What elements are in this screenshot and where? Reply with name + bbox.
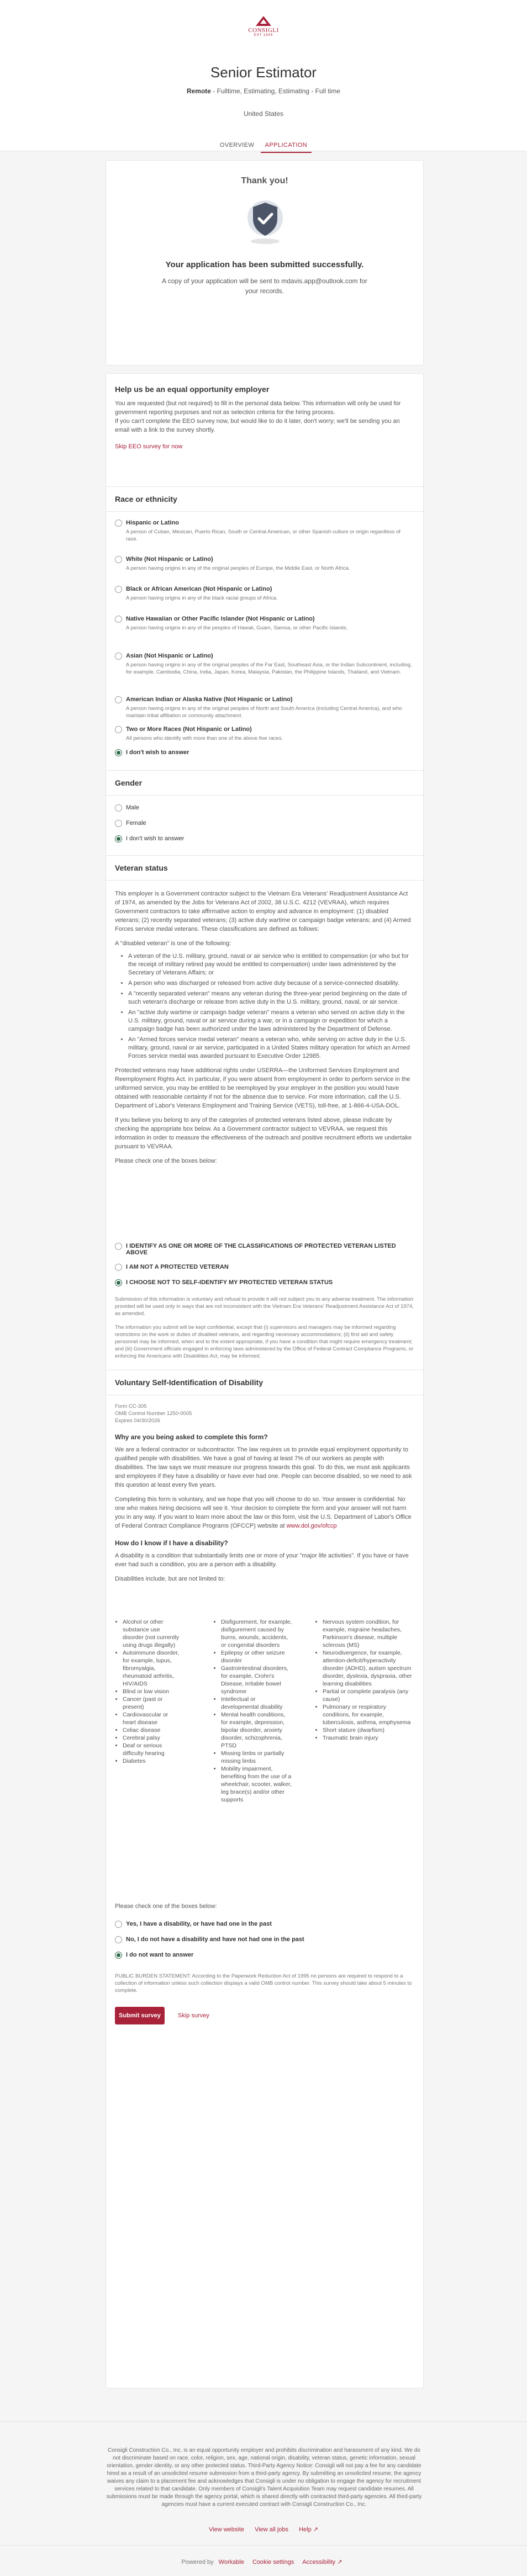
confirmation-card xyxy=(106,160,424,365)
eeo-intro-text: You are requested (but not required) to fill in the personal data below. This information will only be used for government reporting purposes and not as selection criteria for the hiring process. xyxy=(115,400,401,416)
list-item: • Diabetes xyxy=(123,1757,181,1765)
powered-by xyxy=(0,2558,527,2566)
question-how: How do I know if I have a disability? xyxy=(115,1539,228,1547)
radio-selected-icon[interactable] xyxy=(115,1952,122,1959)
radio-selected-icon[interactable] xyxy=(115,1279,122,1286)
list-item: • Blind or low vision xyxy=(123,1688,181,1695)
eeo-intro xyxy=(106,385,423,451)
skip-eeo-link[interactable]: Skip EEO survey for now xyxy=(115,443,183,450)
job-meta xyxy=(0,87,527,95)
thanks-title: Thank you! xyxy=(241,176,288,185)
copy-notice: A copy of your application will be sent to mdavis.app@outlook.com for your records. xyxy=(162,277,367,295)
veteran-section xyxy=(106,855,423,1165)
radio-selected-icon[interactable] xyxy=(115,749,122,756)
company-logo[interactable] xyxy=(247,16,280,37)
list-item: • Mental health conditions, for example, depression, bipolar disorder, anxiety disorder, schizophrenia, PTSD xyxy=(221,1711,293,1750)
omb-number: OMB Control Number 1250-0005 xyxy=(115,1411,192,1417)
race-title: Race or ethnicity xyxy=(115,495,177,503)
logo-name: CONSIGLI xyxy=(248,27,279,34)
radio-selected-icon[interactable] xyxy=(115,835,122,842)
eeo-intro-text-2: If you can't complete the EEO survey now, but would like to do it later, don't worry; we'll be sending you an email with a link to the survey shortly. xyxy=(115,418,400,433)
footer-disclaimer: Consigli Construction Co., Inc. is an equal opportunity employer and prohibits discrimination and harassment of any kind. We do not discriminate based on race, color, religion, sex, age, national origin, disability, veteran status, genetic information, sexual orientation, gender identity, or any other protected status. Third-Party Agency Notice: Consigli will not pay a fee for any candidate hired as a result of an unsolicited resume submission from a third-party agency. By submitting an unsolicited resume, the agency waives any claim to a placement fee and acknowledges that Consigli is under no obligation to engage the agency for recruitment services related to that candidate. Only members of Consigli's Talent Acquisition Team may request candidate resumes. All submissions must be made through the agency portal, which is shared directly with contracted third-party agencies. All third-party agencies must have a current executed contract with Consigli Construction Co., Inc. xyxy=(106,2447,422,2508)
disability-check-prompt: Please check one of the boxes below: xyxy=(115,1903,217,1910)
list-item: • An "active duty wartime or campaign badge veteran" means a veteran who served on active duty in the U.S. military, ground, naval or air service during a war, or in a campaign or expedition for which a campaign badge has been authorized under the laws administered by the Department of Defense. xyxy=(128,1009,414,1033)
list-item: • Missing limbs or partially missing limbs xyxy=(221,1750,293,1765)
radio-icon[interactable] xyxy=(115,556,122,563)
form-number: Form CC-305 xyxy=(115,1403,147,1409)
public-burden: PUBLIC BURDEN STATEMENT: According to the Paperwork Reduction Act of 1995 no persons are required to respond to a collection of information unless such collection displays a valid OMB control number. This survey should take about 5 minutes to complete. xyxy=(115,1973,412,1994)
veteran-p1: This employer is a Government contractor subject to the Vietnam Era Veterans' Readjustment Assistance Act of 1974, as amended by the Jobs for Veterans Act of 2002, 38 U.S.C. 4212 (VEVRAA), which requires Government contractors to take affirmative action to employ and advance in employment: (1) disabled veterans; (2) recently separated veterans; (3) active duty wartime or campaign badge veterans; and (4) Armed Forces service medal veterans. These classifications are defined as follows: xyxy=(115,891,411,932)
disability-column-3 xyxy=(315,1618,413,1742)
skip-survey-link[interactable]: Skip survey xyxy=(178,2012,209,2019)
answer-why-2: Completing this form is voluntary, and we hope that you will choose to do so. Your answer is confidential. No one who makes hiring decisions will see it. Your decision to complete the form and your answer will not harm you in any way. If you want to learn more about the law or this form, visit the U.S. Department of Labor's Office of Federal Contract Compliance Programs (OFCCP) website at www.dol.gov/ofccp xyxy=(115,1496,412,1529)
accessibility-link[interactable]: Accessibility ↗ xyxy=(302,2559,342,2566)
radio-icon[interactable] xyxy=(115,726,122,733)
radio-icon[interactable] xyxy=(115,1264,122,1271)
success-message: Your application has been submitted successfully. xyxy=(165,260,364,269)
list-item: • Traumatic brain injury xyxy=(323,1734,413,1742)
disabilities-intro: Disabilities include, but are not limited to: xyxy=(115,1576,225,1582)
job-meta-text: - Fulltime, Estimating, Estimating - Full time xyxy=(210,87,341,95)
list-item: • Partial or complete paralysis (any cause) xyxy=(323,1688,413,1703)
list-item: • Neurodivergence, for example, attention-deficit/hyperactivity disorder (ADHD), autism spectrum disorder, dyslexia, dyspraxia, other learning disabilities xyxy=(323,1649,413,1688)
list-item: • Intellectual or developmental disability xyxy=(221,1695,293,1711)
cookie-settings-link[interactable]: Cookie settings xyxy=(252,2559,294,2566)
veteran-p4: If you believe you belong to any of the categories of protected veterans listed above, please indicate by checking the appropriate box below. As a Government contractor subject to VEVRAA, we request this information in order to measure the effectiveness of the outreach and positive recruitment efforts we undertake pursuant to VEVRAA. xyxy=(115,1117,412,1150)
gender-title: Gender xyxy=(115,778,143,787)
help-link[interactable]: Help ↗ xyxy=(299,2526,318,2533)
veteran-notes xyxy=(106,1296,423,1360)
tab-bar xyxy=(0,140,527,153)
answer-why: We are a federal contractor or subcontractor. The law requires us to provide equal employment opportunity to qualified people with disabilities. We have a goal of having at least 7% of our workers as people with disabilities. The law says we must measure our progress towards this goal. To do this, we must ask applicants and employees if they have a disability or have ever had one. People can become disabled, so we need to ask this question at least every five years. xyxy=(115,1446,412,1488)
footer-divider xyxy=(0,2421,527,2422)
logo-sub: EST 1905 xyxy=(254,34,273,37)
list-item: • Cancer (past or present) xyxy=(123,1695,181,1711)
veteran-note-2: The information you submit will be kept confidential, except that (i) supervisors and managers may be informed regarding restrictions on the work or duties of disabled veterans, and regarding necessary accommodations; (ii) first aid and safety personnel may be informed, when and to the extent appropriate, if you have a condition that might require emergency treatment; and (iii) Government officials engaged in enforcing laws administered by the Office of Federal Contract Compliance Programs, or enforcing the Americans with Disabilities Act, may be informed. xyxy=(115,1324,414,1359)
view-all-jobs-link[interactable]: View all jobs xyxy=(255,2526,289,2533)
disability-section xyxy=(106,1370,423,1583)
veteran-title: Veteran status xyxy=(115,863,168,872)
radio-icon[interactable] xyxy=(115,586,122,593)
tab-overview[interactable]: OVERVIEW xyxy=(219,142,255,149)
veteran-p5: Please check one of the boxes below: xyxy=(115,1158,217,1164)
list-item: • Epilepsy or other seizure disorder xyxy=(221,1649,293,1665)
veteran-definitions xyxy=(106,952,423,1061)
radio-icon[interactable] xyxy=(115,1921,122,1928)
question-why: Why are you being asked to complete this form? xyxy=(115,1433,268,1441)
job-header xyxy=(0,0,527,151)
radio-icon[interactable] xyxy=(115,653,122,660)
answer-how: A disability is a condition that substantially limits one or more of your "major life activities". If you have or have ever had such a condition, you are a person with a disability. xyxy=(115,1552,409,1568)
job-title: Senior Estimator xyxy=(210,64,317,81)
radio-icon[interactable] xyxy=(115,804,122,812)
tab-application[interactable]: APPLICATION xyxy=(261,142,312,153)
list-item: • A "recently separated veteran" means any veteran during the three-year period beginning on the date of such veteran's discharge or release from active duty in the U.S. military, ground, naval, or air service. xyxy=(128,990,414,1006)
view-website-link[interactable]: View website xyxy=(209,2526,244,2533)
race-section xyxy=(106,486,423,512)
disability-column-2 xyxy=(213,1618,293,1804)
radio-icon[interactable] xyxy=(115,520,122,527)
list-item: • Gastrointestinal disorders, for example, Crohn's Disease, irritable bowel syndrome xyxy=(221,1665,293,1695)
workable-link[interactable]: Workable xyxy=(218,2559,244,2566)
disability-column-1 xyxy=(115,1618,181,1765)
footer-links xyxy=(0,2526,527,2533)
radio-icon[interactable] xyxy=(115,616,122,623)
powered-prefix: Powered by xyxy=(181,2559,214,2566)
list-item: • An "Armed forces service medal veteran" means a veteran who, while serving on active duty in the U.S. military, ground, naval or air service, participated in a United States military operation for which an Armed Forces service medal was awarded pursuant to Executive Order 12985. xyxy=(128,1036,414,1061)
list-item: • Deaf or serious difficulty hearing xyxy=(123,1742,181,1757)
radio-icon[interactable] xyxy=(115,820,122,827)
list-item: • Celiac disease xyxy=(123,1726,181,1734)
logo-mark-icon xyxy=(256,16,271,26)
expiration-date: Expires 04/30/2026 xyxy=(115,1418,160,1424)
radio-icon[interactable] xyxy=(115,1243,122,1250)
list-item: • Cerebral palsy xyxy=(123,1734,181,1742)
list-item: • Pulmonary or respiratory conditions, for example, tuberculosis, asthma, emphysema xyxy=(323,1703,413,1726)
veteran-p2: A "disabled veteran" is one of the following: xyxy=(115,940,231,947)
list-item: • Alcohol or other substance use disorder (not currently using drugs illegally) xyxy=(123,1618,181,1649)
success-check-icon xyxy=(243,196,287,246)
job-location: United States xyxy=(243,110,284,118)
list-item: • Autoimmune disorder, for example, lupus, fibromyalgia, rheumatoid arthritis, HIV/AIDS xyxy=(123,1649,181,1688)
veteran-note-1: Submission of this information is voluntary and refusal to provide it will not subject you to any adverse treatment. The information provided will be used only in ways that are not inconsistent with the Vietnam Era Veterans' Readjustment Assistance Act of 1974, as amended. xyxy=(115,1296,414,1317)
list-item: • Nervous system condition, for example, migraine headaches, Parkinson's disease, multiple sclerosis (MS) xyxy=(323,1618,413,1649)
footer-divider-2 xyxy=(0,2545,527,2546)
radio-icon[interactable] xyxy=(115,696,122,703)
list-item: • Cardiovascular or heart disease xyxy=(123,1711,181,1726)
eeo-survey-card: Help us be an equal opportunity employer You are requested (but not required) to fill in the personal data below. This information will only be used for government reporting purposes and not as selection criteria for the hiring process. If you can't complete the EEO survey now, but would like to do it later, don't worry; we'll be sending you an email with a link to the survey shortly. Skip EEO survey for now Race or ethnicity Hispanic or Latino A person of Cuban, Mexican, Puerto Rican, South or Central American, or other Spanish culture or origin regardless of race. White (Not Hispanic or Latino) A person having origins in any of the original peoples of Europe, the Middle East, or North Africa. Black or African American (Not Hispanic or Latino) A person having origins in any of the black racial groups of Africa. Native Hawaiian or Other Pacific Islander (Not Hispanic or Latino) A person having origins in any of the peoples of Hawaii, Guam, Samoa, or other Pacific Islands. Asian (Not Hispanic or Latino) A person having origins in any of the original peoples of the Far East, Southeast Asia, or the Indian Subcontinent, including, for example, Cambodia, China, India, Japan, Korea, Malaysia, Pakistan, the Philippine Islands, Thailand, and Vietnam. American Indian or Alaska Native (Not Hispanic or Latino) A person having origins in any of the original peoples of North and South America (including Central America), and who maintain tribal affiliation or community attachment. Two or More Races (Not Hispanic or Latino) All persons who identify with more than one of the above five races. I don't wish to answer Gender Male Female I don't wish to answer Veteran status This employer is a Government contractor subject to the Vietnam Era Veterans' Readjustment Assistance Act of 1974, as amended by the Jobs for Veterans Act of 2002, 38 U.S.C. 4212 (VEVRAA), which requires Government contractors to take affirmative action to employ and advance in employment: (1) disabled veterans; (2) recently separated veterans; (3) active duty wartime or campaign badge veterans; and (4) Armed Forces service medal veterans. These classifications are defined as follows: A "disabled veteran" is one of the following: • A veteran of the U.S. military, ground, naval or air service who is entitled to compensation (or who but for the receipt of military retired pay would be entitled to compensation) under laws administered by the Secretary of Veterans Affairs; or • A person who was discharged or released from active duty because of a service-connected disability. • A "recently separated veteran" means any veteran during the three-year period beginning on the date of such veteran's discharge or release from active duty in the U.S. military, ground, naval, or air service. • An "active duty wartime or campaign badge veteran" means a veteran who served on active duty in the U.S. military, ground, naval or air service during a war, or in a campaign or expedition for which a campaign badge has been authorized under the laws administered by the Department of Defense. • An "Armed forces service medal veteran" means a veteran who, while serving on active duty in the U.S. military, ground, naval or air service, participated in a United States military operation for which an Armed Forces service medal was awarded pursuant to Executive Order 12985. Protected veterans may have additional rights under USERRA—the Uniformed Services Employment and Reemployment Rights Act. In particular, if you were absent from employment in order to perform service in the uniformed service, you may be entitled to be reemployed by your employer in the position you would have obtained with reasonable certainty if not for the absence due to service. For more information, call the U.S. Department of Labor's Veterans Employment and Training Service (VETS), toll-free, at 1-866-4-USA-DOL. If you believe you belong to any of the categories of protected veterans listed above, please indicate by checking the appropriate box below. As a Government contractor subject to VEVRAA, we request this information in order to measure the effectiveness of the outreach and positive recruitment efforts we undertake pursuant to VEVRAA. Please check one of the boxes below: I IDENTIFY AS ONE OR MORE OF THE CLASSIFICATIONS OF PROTECTED VETERAN LISTED ABOVE I AM NOT A PROTECTED VETERAN I CHOOSE NOT TO SELF-IDENTIFY MY PROTECTED VETERAN STATUS Submission of this information is voluntary and refusal to provide it will not subject you to any adverse treatment. The information provided will be used only in ways that are not inconsistent with the Vietnam Era Veterans' Readjustment Assistance Act of 1974, as amended. The information you submit will be kept confidential, except that (i) supervisors and managers may be informed regarding restrictions on the work or duties of disabled veterans, and regarding necessary accommodations; (ii) first aid and safety personnel may be informed, when and to the extent appropriate, if you have a condition that might require emergency treatment; and (iii) Government officials engaged in enforcing laws administered by the Office of Federal Contract Compliance Programs, or enforcing the Americans with Disabilities Act, may be informed. Voluntary Self-Identification of Disability Form CC-305 OMB Control Number 1250-0005 Expires 04/30/2026 Why are you being asked to complete this form? We are a federal contractor or subcontractor. The law requires us to provide equal employment opportunity to qualified people with disabilities. We have a goal of having at least 7% of our workers as people with disabilities. The law says we must measure our progress towards this goal. To do this, we must ask applicants and employees if they have a disability or have ever had one. People can become disabled, so we need to ask this question at least every five years. Completing this form is voluntary, and we hope that you will choose to do so. Your answer is confidential. No one who makes hiring decisions will see it. Your decision to complete the form and your answer will not harm you in any way. If you want to learn more about the law or this form, visit the U.S. Department of Labor's Office of Federal Contract Compliance Programs (OFCCP) website at www.dol.gov/ofccp How do I know if I have a disability? A disability is a condition that substantially limits one or more of your "major life activities". If you have or have ever had such a condition, you are a person with a disability. Disabilities include, but are not limited to: • Alcohol or other substance use disorder (not currently using drugs illegally) • Autoimmune disorder, for example, lupus, fibromyalgia, rheumatoid arthritis, HIV/AIDS • Blind or low vision • Cancer (past or present) • Cardiovascular or heart disease • Celiac disease • Cerebral palsy • Deaf or serious difficulty hearing • Diabetes • Disfigurement, for example, disfigurement caused by burns, wounds, accidents, or congenital disorders • Epilepsy or other seizure disorder • Gastrointestinal disorders, for example, Crohn's Disease, irritable bowel syndrome • Intellectual or developmental disability • Mental health conditions, for example, depression, bipolar disorder, anxiety disorder, schizophrenia, PTSD • Missing limbs or partially missing limbs • Mobility impairment, benefiting from the use of a wheelchair, scooter, walker, leg brace(s) and/or other supports • Nervous system condition, for example, migraine headaches, Parkinson's disease, multiple sclerosis (MS) • Neurodivergence, for example, attention-deficit/hyperactivity disorder (ADHD), autism spectrum disorder, dyslexia, dyspraxia, other learning disabilities • Partial or complete paralysis (any cause) • Pulmonary or respiratory conditions, for example, tuberculosis, asthma, emphysema • Short stature (dwarfism) • Traumatic brain injury Please check one of the boxes below: Yes, I have a disability, or have had one in the past No, I do not have a disability and have not had one in the past I do not want to answer PUBLIC BURDEN STATEMENT: According to the Paperwork Reduction Act of 1995 no persons are required to respond to a collection of information unless such collection displays a valid OMB control number. This survey should take about 5 minutes to complete. Submit survey Skip survey xyxy=(106,373,424,2388)
gender-section xyxy=(106,770,423,796)
eeo-title: Help us be an equal opportunity employer xyxy=(115,385,270,394)
workplace-type: Remote xyxy=(186,87,211,95)
list-item: • Disfigurement, for example, disfigurement caused by burns, wounds, accidents, or congenital disorders xyxy=(221,1618,293,1649)
radio-icon[interactable] xyxy=(115,1936,122,1943)
disability-title: Voluntary Self-Identification of Disability xyxy=(115,1378,264,1387)
veteran-p3: Protected veterans may have additional rights under USERRA—the Uniformed Services Employment and Reemployment Rights Act. In particular, if you were absent from employment in order to perform service in the uniformed service, you may be entitled to be reemployed by your employer in the position you would have obtained with reasonable certainty if not for the absence due to service. For more information, call the U.S. Department of Labor's Veterans Employment and Training Service (VETS), toll-free, at 1-866-4-USA-DOL. xyxy=(115,1067,410,1109)
submit-survey-button[interactable]: Submit survey xyxy=(115,2007,165,2024)
list-item: • A veteran of the U.S. military, ground, naval or air service who is entitled to compensation (or who but for the receipt of military retired pay would be entitled to compensation) under laws administered by the Secretary of Veterans Affairs; or xyxy=(128,952,414,977)
list-item: • Short stature (dwarfism) xyxy=(323,1726,413,1734)
list-item: • A person who was discharged or released from active duty because of a service-connected disability. xyxy=(128,979,414,988)
ofccp-link[interactable]: www.dol.gov/ofccp xyxy=(286,1523,337,1529)
list-item: • Mobility impairment, benefiting from the use of a wheelchair, scooter, walker, leg brace(s) and/or other supports xyxy=(221,1765,293,1804)
